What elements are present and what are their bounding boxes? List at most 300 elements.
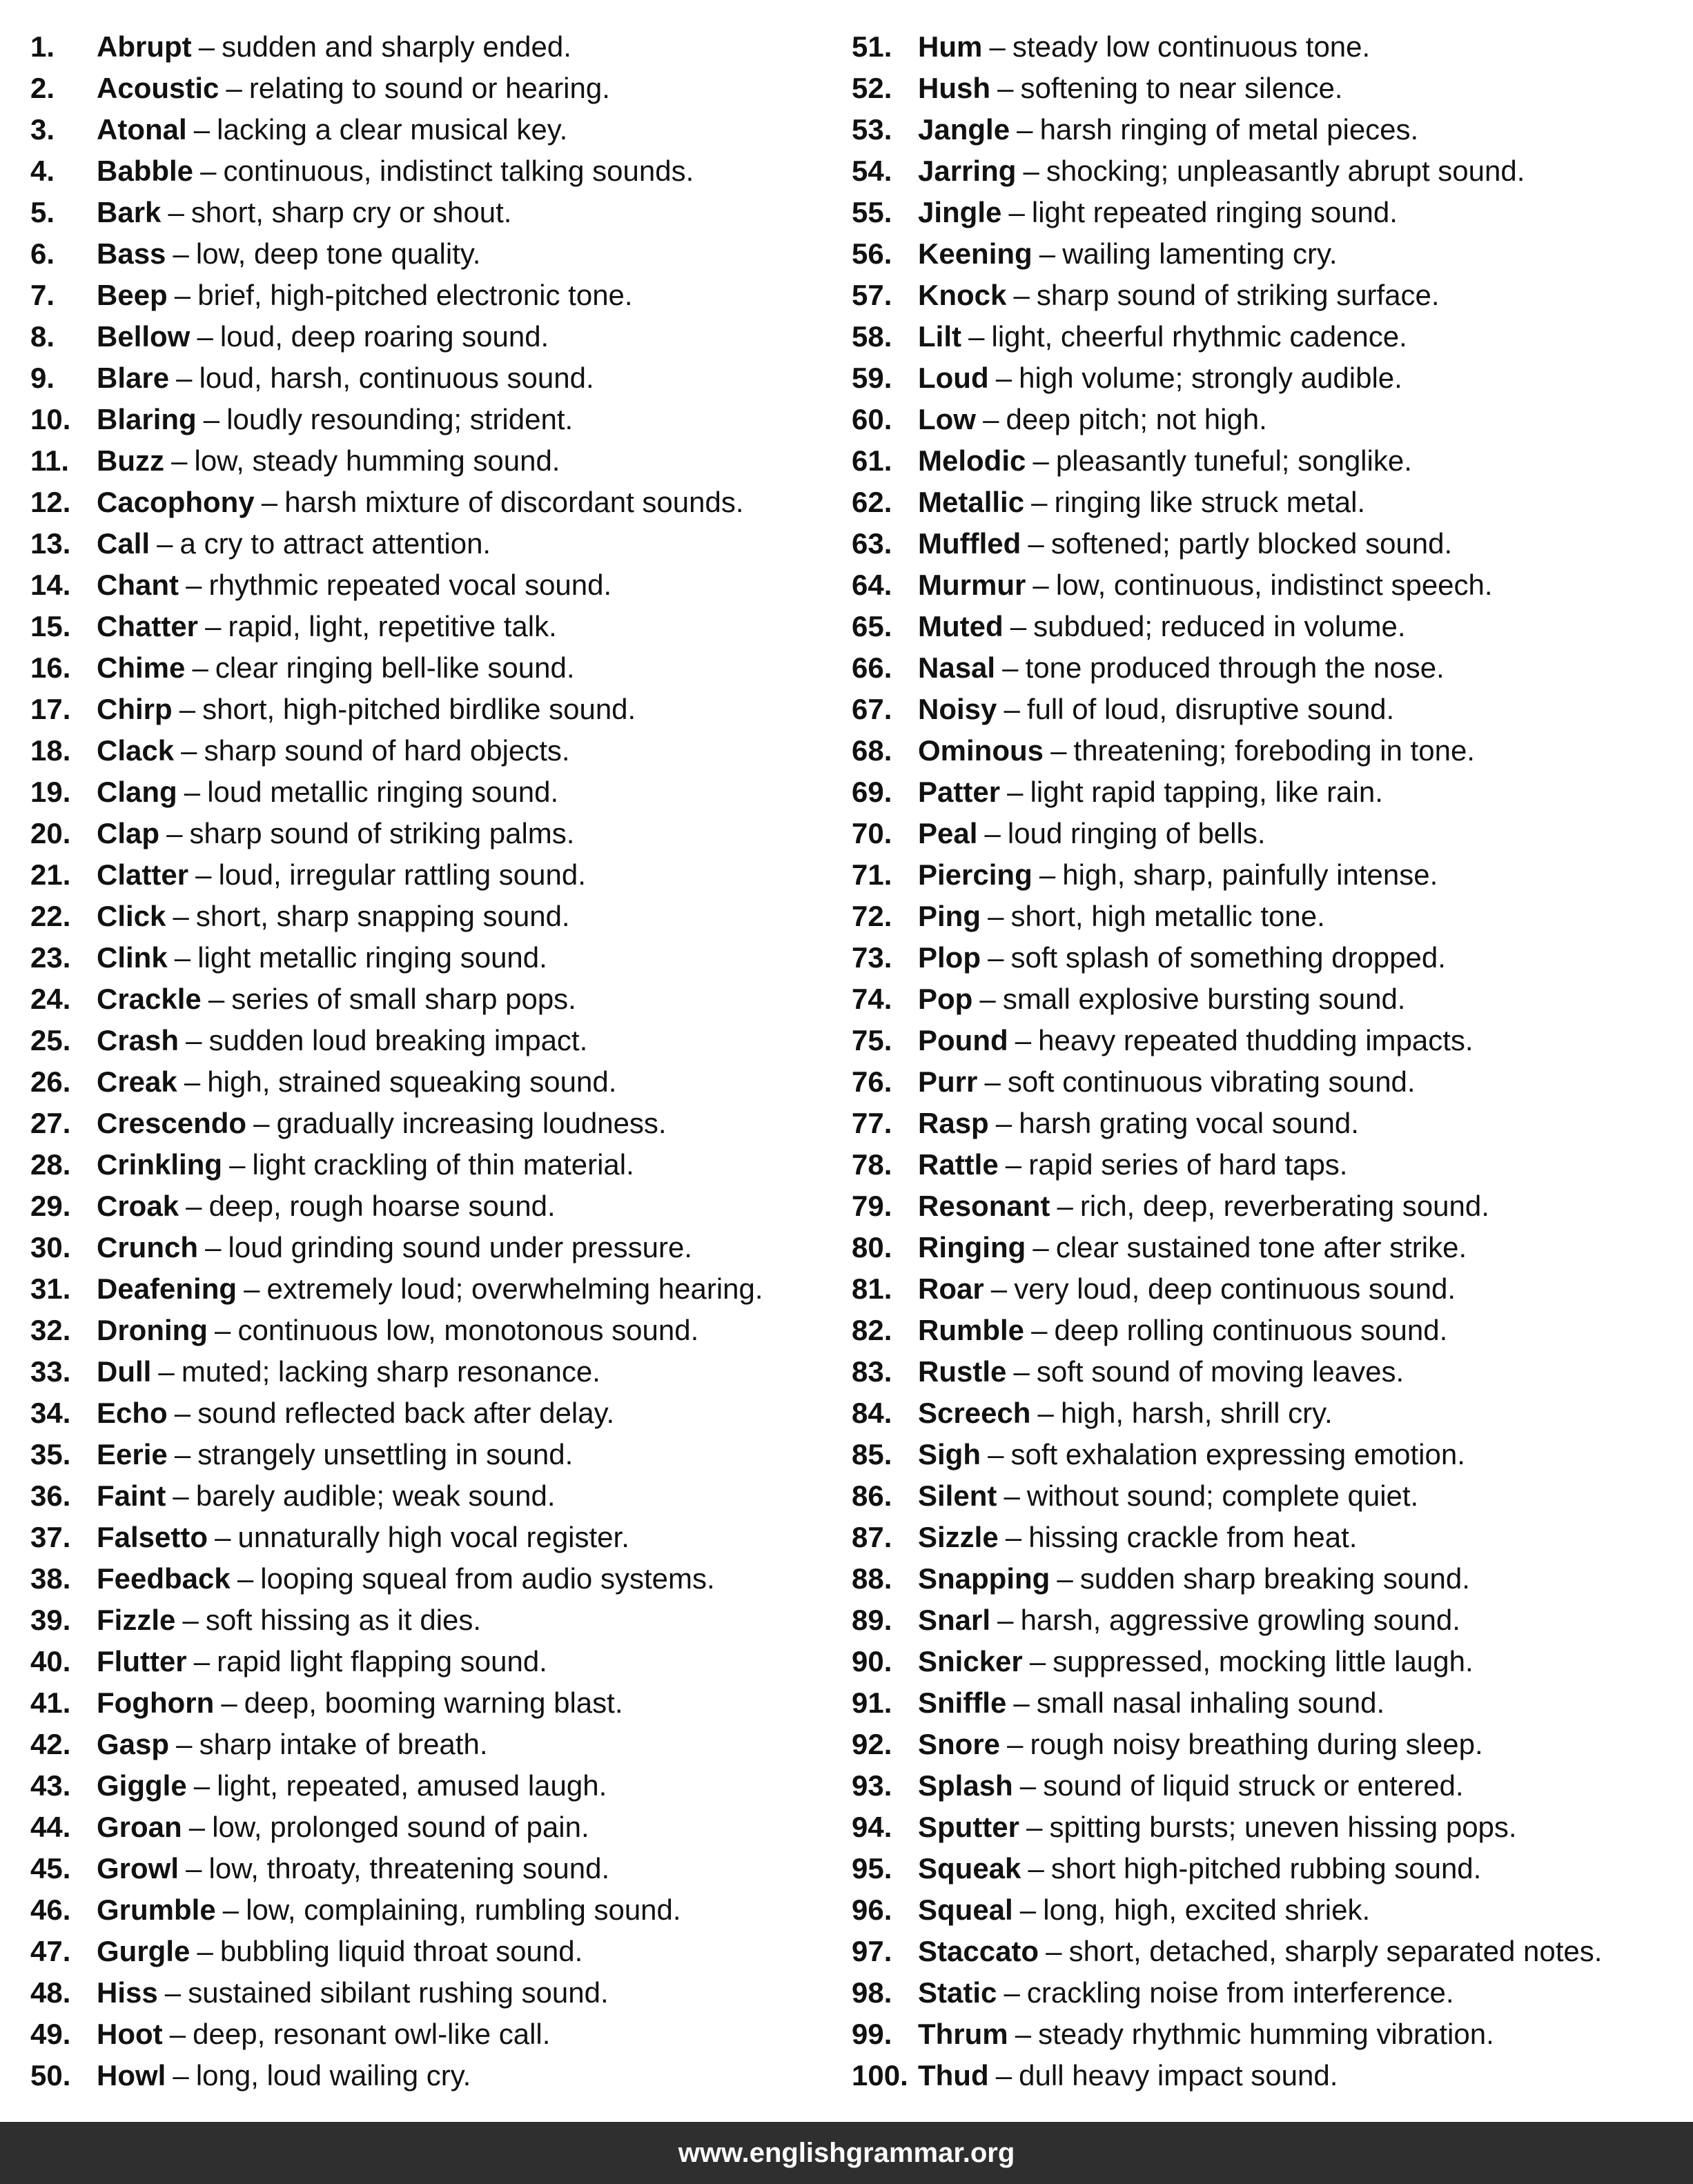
item-number: 49.	[30, 2018, 71, 2050]
list-item	[852, 1227, 1680, 1268]
item-definition: subdued; reduced in volume.	[1033, 610, 1406, 642]
list-item	[30, 1600, 831, 1641]
item-separator: –	[215, 1521, 231, 1553]
item-term: Gasp	[97, 1728, 170, 1760]
item-term: Ominous	[918, 734, 1044, 767]
item-number: 33.	[30, 1355, 71, 1388]
item-definition: low, prolonged sound of pain.	[212, 1811, 589, 1843]
item-term: Faint	[97, 1479, 166, 1512]
list-item	[30, 1641, 831, 1682]
item-term: Murmur	[918, 569, 1026, 601]
item-definition: sudden and sharply ended.	[222, 30, 571, 63]
list-item	[852, 26, 1680, 68]
item-term: Deafening	[97, 1272, 237, 1305]
list-item	[30, 2055, 831, 2096]
list-item	[30, 1061, 831, 1103]
item-number: 28.	[30, 1148, 71, 1181]
list-item	[852, 1682, 1680, 1724]
item-definition: rapid series of hard taps.	[1028, 1148, 1348, 1181]
item-definition: short, high-pitched birdlike sound.	[202, 693, 636, 725]
item-term: Staccato	[918, 1935, 1039, 1967]
list-item	[852, 1310, 1680, 1351]
item-number: 36.	[30, 1479, 71, 1512]
item-number: 13.	[30, 527, 71, 560]
list-item	[30, 1682, 831, 1724]
item-term: Howl	[97, 2059, 166, 2092]
item-number: 37.	[30, 1521, 71, 1553]
item-separator: –	[1013, 1355, 1030, 1388]
item-definition: short, sharp cry or shout.	[190, 196, 512, 228]
item-number: 46.	[30, 1893, 71, 1926]
item-separator: –	[997, 72, 1014, 104]
item-term: Hum	[918, 30, 983, 63]
item-separator: –	[198, 30, 215, 63]
list-item	[852, 730, 1680, 771]
list-item	[30, 564, 831, 606]
item-term: Sputter	[918, 1811, 1019, 1843]
item-definition: lacking a clear musical key.	[217, 113, 568, 146]
item-term: Foghorn	[97, 1686, 215, 1719]
item-term: Chime	[97, 651, 186, 684]
list-item	[852, 150, 1680, 192]
item-separator: –	[1004, 693, 1020, 725]
item-term: Thud	[918, 2059, 989, 2092]
item-number: 31.	[30, 1272, 71, 1305]
item-term: Crash	[97, 1024, 179, 1056]
item-separator: –	[1028, 1852, 1044, 1885]
item-number: 55.	[852, 196, 892, 228]
list-item	[30, 1931, 831, 1972]
item-separator: –	[197, 320, 213, 353]
item-number: 77.	[852, 1107, 892, 1139]
item-term: Noisy	[918, 693, 997, 725]
item-separator: –	[995, 362, 1012, 394]
item-term: Growl	[97, 1852, 179, 1885]
item-number: 65.	[852, 610, 892, 642]
footer-bar	[0, 2122, 1693, 2184]
item-term: Blare	[97, 362, 170, 394]
list-item	[30, 813, 831, 854]
item-separator: –	[164, 1976, 182, 2009]
item-number: 92.	[852, 1728, 892, 1760]
item-number: 73.	[852, 941, 892, 974]
item-number: 67.	[852, 693, 892, 725]
item-separator: –	[1057, 1190, 1073, 1222]
list-item	[30, 854, 831, 896]
item-term: Hush	[918, 72, 990, 104]
item-number: 43.	[30, 1769, 71, 1802]
item-number: 3.	[30, 113, 55, 146]
item-term: Click	[97, 900, 166, 932]
item-term: Crunch	[97, 1231, 198, 1263]
item-term: Acoustic	[97, 72, 219, 104]
list-item	[30, 1393, 831, 1434]
item-definition: deep rolling continuous sound.	[1054, 1314, 1448, 1346]
list-item	[30, 68, 831, 109]
item-number: 60.	[852, 403, 892, 435]
item-definition: without sound; complete quiet.	[1026, 1479, 1419, 1512]
item-number: 29.	[30, 1190, 71, 1222]
item-separator: –	[205, 1231, 222, 1263]
item-separator: –	[984, 1065, 1001, 1098]
item-definition: suppressed, mocking little laugh.	[1053, 1645, 1474, 1678]
item-number: 50.	[30, 2059, 71, 2092]
item-term: Loud	[918, 362, 989, 394]
item-number: 86.	[852, 1479, 892, 1512]
item-term: Call	[97, 527, 150, 560]
item-term: Jarring	[918, 155, 1017, 187]
item-definition: loud, harsh, continuous sound.	[199, 362, 594, 394]
item-definition: light, cheerful rhythmic cadence.	[991, 320, 1407, 353]
item-definition: clear ringing bell-like sound.	[215, 651, 575, 684]
item-definition: short high-pitched rubbing sound.	[1050, 1852, 1482, 1885]
item-number: 2.	[30, 72, 55, 104]
item-term: Chatter	[97, 610, 199, 642]
item-definition: deep pitch; not high.	[1006, 403, 1267, 435]
list-item	[30, 1724, 831, 1765]
item-separator: –	[179, 693, 196, 725]
item-definition: soft continuous vibrating sound.	[1007, 1065, 1416, 1098]
item-definition: spitting bursts; uneven hissing pops.	[1049, 1811, 1517, 1843]
item-separator: –	[1005, 1521, 1022, 1553]
item-number: 93.	[852, 1769, 892, 1802]
list-item	[852, 192, 1680, 233]
item-term: Jangle	[918, 113, 1010, 146]
item-term: Sniffle	[918, 1686, 1007, 1719]
item-definition: loudly resounding; strident.	[226, 403, 574, 435]
item-number: 30.	[30, 1231, 71, 1263]
list-item	[852, 109, 1680, 150]
item-number: 94.	[852, 1811, 892, 1843]
list-item	[852, 1558, 1680, 1600]
item-separator: –	[1004, 1976, 1020, 2009]
item-term: Snarl	[918, 1604, 991, 1636]
list-item	[30, 1558, 831, 1600]
item-number: 15.	[30, 610, 71, 642]
item-term: Thrum	[918, 2018, 1008, 2050]
item-definition: pleasantly tuneful; songlike.	[1055, 444, 1412, 477]
item-definition: rough noisy breathing during sleep.	[1030, 1728, 1483, 1760]
item-number: 83.	[852, 1355, 892, 1388]
list-item	[30, 1020, 831, 1061]
item-separator: –	[1007, 1728, 1024, 1760]
item-definition: long, loud wailing cry.	[195, 2059, 471, 2092]
list-item	[852, 523, 1680, 564]
item-term: Snapping	[918, 1562, 1050, 1595]
item-term: Keening	[918, 237, 1033, 270]
item-term: Metallic	[918, 486, 1025, 518]
item-definition: loud ringing of bells.	[1007, 817, 1266, 849]
item-term: Screech	[918, 1397, 1031, 1429]
list-item	[852, 1600, 1680, 1641]
item-number: 8.	[30, 320, 55, 353]
list-item	[30, 1475, 831, 1517]
list-item	[30, 26, 831, 68]
item-number: 72.	[852, 900, 892, 932]
item-definition: heavy repeated thudding impacts.	[1038, 1024, 1474, 1056]
item-definition: barely audible; weak sound.	[195, 1479, 556, 1512]
item-separator: –	[186, 1852, 202, 1885]
item-separator: –	[1023, 155, 1039, 187]
item-term: Rattle	[918, 1148, 999, 1181]
item-definition: tone produced through the nose.	[1025, 651, 1445, 684]
item-definition: long, high, excited shriek.	[1043, 1893, 1371, 1926]
item-separator: –	[200, 155, 217, 187]
item-separator: –	[186, 569, 202, 601]
item-separator: –	[1010, 610, 1027, 642]
item-number: 52.	[852, 72, 892, 104]
item-number: 21.	[30, 858, 71, 891]
list-item	[852, 316, 1680, 357]
item-number: 20.	[30, 817, 71, 849]
item-definition: wailing lamenting cry.	[1062, 237, 1338, 270]
item-number: 4.	[30, 155, 55, 187]
item-term: Groan	[97, 1811, 182, 1843]
item-definition: relating to sound or hearing.	[248, 72, 610, 104]
item-number: 74.	[852, 983, 892, 1015]
item-number: 38.	[30, 1562, 71, 1595]
item-separator: –	[222, 1893, 239, 1926]
item-definition: high, strained squeaking sound.	[207, 1065, 617, 1098]
item-definition: gradually increasing loudness.	[276, 1107, 667, 1139]
item-definition: sound reflected back after delay.	[197, 1397, 615, 1429]
item-term: Atonal	[97, 113, 187, 146]
item-number: 87.	[852, 1521, 892, 1553]
item-separator: –	[1013, 1686, 1030, 1719]
item-term: Rasp	[918, 1107, 989, 1139]
list-item	[852, 440, 1680, 482]
item-number: 90.	[852, 1645, 892, 1678]
item-separator: –	[166, 817, 183, 849]
item-definition: deep, rough hoarse sound.	[208, 1190, 556, 1222]
item-definition: small nasal inhaling sound.	[1036, 1686, 1385, 1719]
list-item	[30, 150, 831, 192]
item-term: Plop	[918, 941, 981, 974]
item-term: Splash	[918, 1769, 1013, 1802]
item-term: Blaring	[97, 403, 197, 435]
item-term: Creak	[97, 1065, 177, 1098]
word-list-column-left	[30, 26, 831, 2096]
item-definition: deep, resonant owl-like call.	[193, 2018, 551, 2050]
list-item	[30, 275, 831, 316]
item-number: 61.	[852, 444, 892, 477]
item-number: 17.	[30, 693, 71, 725]
item-number: 64.	[852, 569, 892, 601]
item-number: 27.	[30, 1107, 71, 1139]
item-term: Rumble	[918, 1314, 1025, 1346]
item-term: Droning	[97, 1314, 208, 1346]
item-definition: harsh ringing of metal pieces.	[1039, 113, 1419, 146]
item-term: Clang	[97, 776, 177, 808]
footer-website-link[interactable]: www.englishgrammar.org	[678, 2138, 1015, 2168]
list-item	[852, 2014, 1680, 2055]
item-definition: low, continuous, indistinct speech.	[1055, 569, 1493, 601]
item-separator: –	[174, 941, 191, 974]
item-separator: –	[186, 1024, 202, 1056]
item-definition: low, deep tone quality.	[195, 237, 481, 270]
item-definition: continuous, indistinct talking sounds.	[223, 155, 694, 187]
list-item	[30, 1517, 831, 1558]
item-separator: –	[203, 403, 220, 435]
item-term: Feedback	[97, 1562, 231, 1595]
item-separator: –	[1033, 1231, 1049, 1263]
list-item	[852, 1268, 1680, 1310]
item-separator: –	[1057, 1562, 1073, 1595]
item-definition: light, repeated, amused laugh.	[217, 1769, 607, 1802]
item-number: 24.	[30, 983, 71, 1015]
item-term: Buzz	[97, 444, 164, 477]
item-term: Eerie	[97, 1438, 168, 1470]
item-separator: –	[984, 817, 1001, 849]
item-separator: –	[193, 1769, 211, 1802]
list-item	[852, 1434, 1680, 1475]
item-separator: –	[1007, 776, 1024, 808]
list-item	[852, 1931, 1680, 1972]
item-definition: sudden sharp breaking sound.	[1079, 1562, 1470, 1595]
list-item	[30, 482, 831, 523]
list-item	[852, 896, 1680, 937]
item-number: 6.	[30, 237, 55, 270]
item-term: Squeak	[918, 1852, 1021, 1885]
item-separator: –	[229, 1148, 246, 1181]
item-separator: –	[157, 527, 173, 560]
item-term: Snore	[918, 1728, 1001, 1760]
item-separator: –	[988, 1438, 1004, 1470]
item-term: Roar	[918, 1272, 984, 1305]
list-item	[30, 1765, 831, 1807]
list-item	[852, 68, 1680, 109]
item-separator: –	[171, 444, 188, 477]
item-number: 40.	[30, 1645, 71, 1678]
list-item	[30, 440, 831, 482]
list-item	[852, 1889, 1680, 1931]
item-number: 96.	[852, 1893, 892, 1926]
item-number: 75.	[852, 1024, 892, 1056]
item-term: Cacophony	[97, 486, 255, 518]
item-definition: rich, deep, reverberating sound.	[1079, 1190, 1489, 1222]
item-term: Ringing	[918, 1231, 1026, 1263]
item-definition: steady rhythmic humming vibration.	[1038, 2018, 1494, 2050]
item-separator: –	[184, 1065, 201, 1098]
item-separator: –	[1004, 1479, 1020, 1512]
item-definition: light metallic ringing sound.	[197, 941, 547, 974]
item-definition: sound of liquid struck or entered.	[1043, 1769, 1464, 1802]
item-definition: steady low continuous tone.	[1012, 30, 1371, 63]
list-item	[852, 1848, 1680, 1889]
list-item	[30, 606, 831, 647]
item-number: 58.	[852, 320, 892, 353]
item-definition: rapid, light, repetitive talk.	[228, 610, 557, 642]
item-definition: unnaturally high vocal register.	[237, 1521, 629, 1553]
item-separator: –	[193, 1645, 211, 1678]
list-item	[852, 771, 1680, 813]
list-item	[852, 1475, 1680, 1517]
list-item	[30, 1186, 831, 1227]
item-definition: sharp sound of striking palms.	[189, 817, 575, 849]
item-term: Rustle	[918, 1355, 1007, 1388]
item-term: Bellow	[97, 320, 190, 353]
item-number: 26.	[30, 1065, 71, 1098]
item-separator: –	[1017, 113, 1033, 146]
item-term: Nasal	[918, 651, 996, 684]
item-definition: very loud, deep continuous sound.	[1014, 1272, 1456, 1305]
item-term: Pop	[918, 983, 973, 1015]
item-separator: –	[158, 1355, 175, 1388]
item-term: Clap	[97, 817, 160, 849]
item-separator: –	[173, 2059, 189, 2092]
item-term: Fizzle	[97, 1604, 176, 1636]
item-term: Low	[918, 403, 976, 435]
item-term: Gurgle	[97, 1935, 190, 1967]
item-term: Squeal	[918, 1893, 1013, 1926]
word-list-column-right	[852, 26, 1680, 2096]
list-item	[30, 1889, 831, 1931]
item-term: Clink	[97, 941, 168, 974]
item-term: Sigh	[918, 1438, 981, 1470]
item-number: 57.	[852, 279, 892, 311]
list-item	[30, 1144, 831, 1186]
item-separator: –	[176, 362, 193, 394]
item-number: 12.	[30, 486, 71, 518]
item-number: 53.	[852, 113, 892, 146]
item-term: Jingle	[918, 196, 1002, 228]
item-term: Lilt	[918, 320, 961, 353]
item-definition: softened; partly blocked sound.	[1050, 527, 1453, 560]
item-number: 18.	[30, 734, 71, 767]
item-separator: –	[1039, 858, 1056, 891]
item-term: Peal	[918, 817, 978, 849]
item-number: 19.	[30, 776, 71, 808]
item-term: Echo	[97, 1397, 168, 1429]
item-term: Knock	[918, 279, 1007, 311]
item-separator: –	[1026, 1811, 1043, 1843]
item-definition: threatening; foreboding in tone.	[1073, 734, 1475, 767]
item-separator: –	[1033, 569, 1049, 601]
item-separator: –	[983, 403, 999, 435]
list-item	[30, 730, 831, 771]
item-definition: small explosive bursting sound.	[1002, 983, 1406, 1015]
list-item	[30, 1351, 831, 1393]
item-definition: short, detached, sharply separated notes.	[1068, 1935, 1603, 1967]
list-item	[30, 1268, 831, 1310]
item-term: Bass	[97, 237, 166, 270]
list-item	[852, 1351, 1680, 1393]
item-separator: –	[1002, 651, 1019, 684]
item-term: Hiss	[97, 1976, 158, 2009]
item-number: 80.	[852, 1231, 892, 1263]
item-separator: –	[997, 1604, 1014, 1636]
item-separator: –	[1015, 2018, 1032, 2050]
item-separator: –	[1015, 1024, 1032, 1056]
list-item	[852, 1103, 1680, 1144]
list-item	[30, 1310, 831, 1351]
item-number: 51.	[852, 30, 892, 63]
item-number: 89.	[852, 1604, 892, 1636]
list-item	[852, 357, 1680, 399]
item-separator: –	[989, 30, 1006, 63]
list-item	[852, 1186, 1680, 1227]
item-definition: strangely unsettling in sound.	[197, 1438, 574, 1470]
item-number: 34.	[30, 1397, 71, 1429]
item-definition: soft sound of moving leaves.	[1036, 1355, 1405, 1388]
list-item	[30, 399, 831, 440]
item-number: 62.	[852, 486, 892, 518]
item-definition: bubbling liquid throat sound.	[219, 1935, 583, 1967]
item-definition: rhythmic repeated vocal sound.	[208, 569, 612, 601]
item-term: Silent	[918, 1479, 997, 1512]
item-separator: –	[176, 1728, 193, 1760]
item-separator: –	[173, 900, 189, 932]
